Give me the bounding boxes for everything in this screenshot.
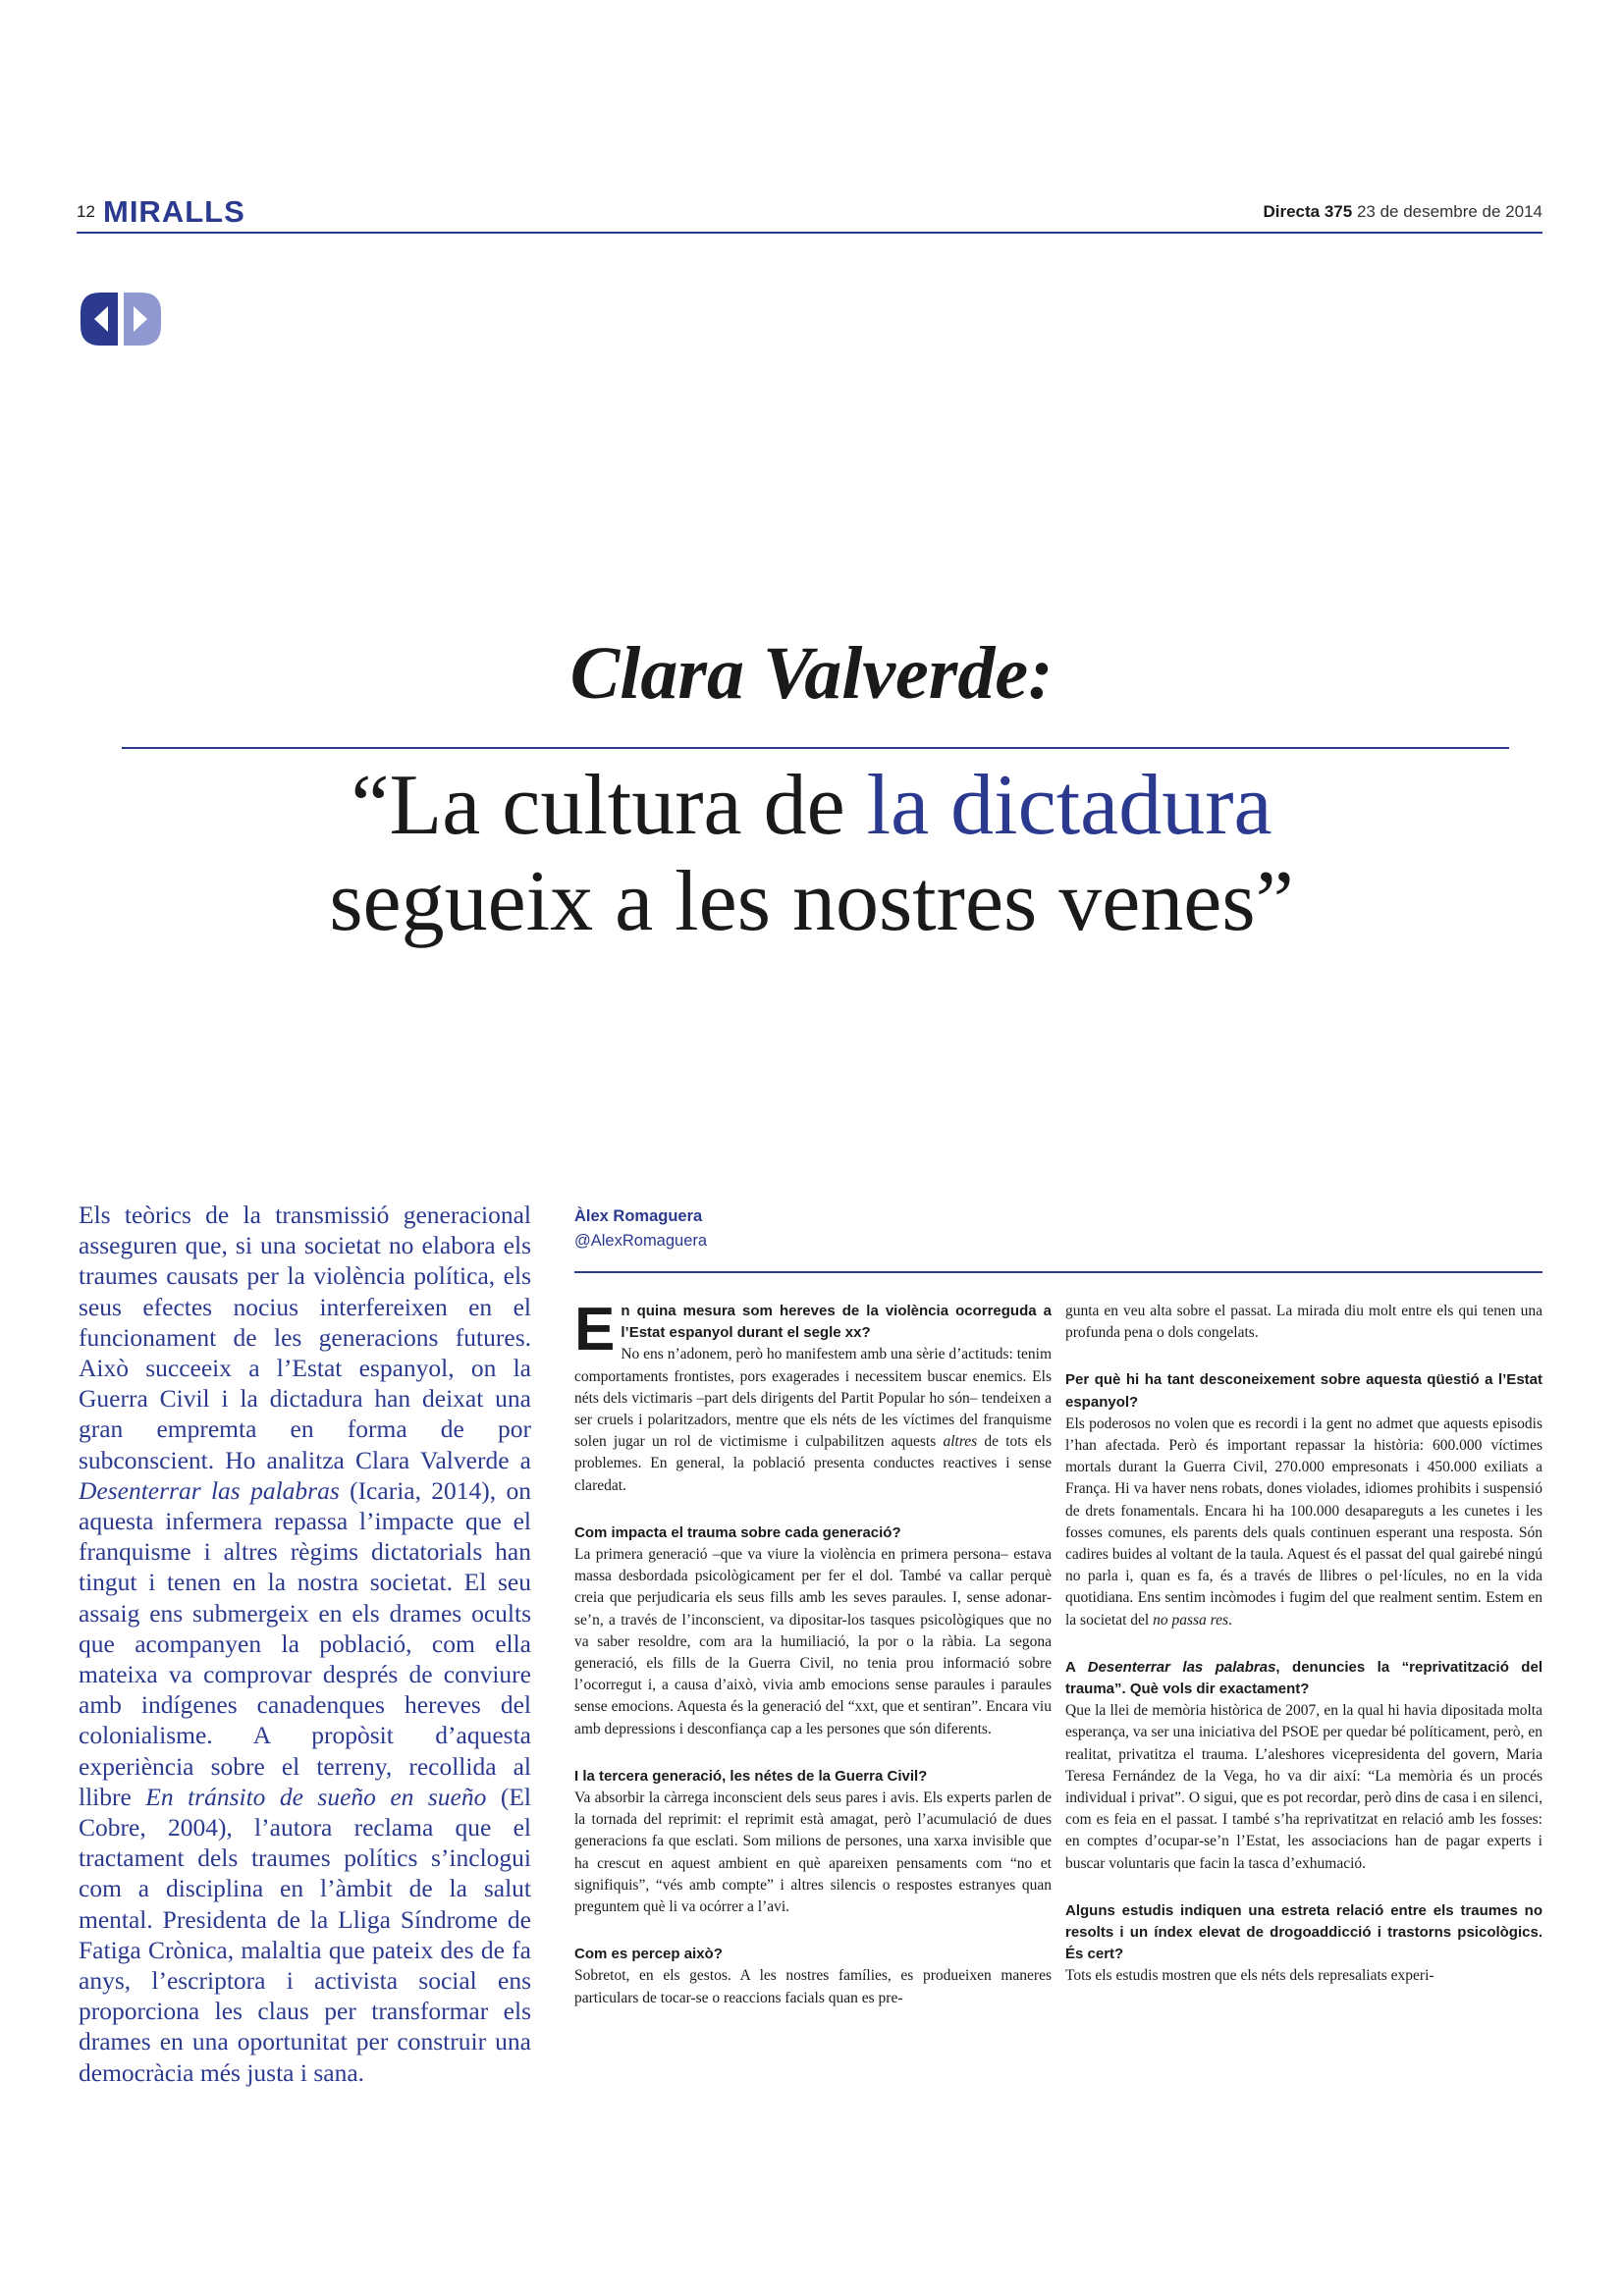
question-6 xyxy=(1065,1657,1542,1700)
header-rule xyxy=(77,232,1542,234)
headline-quote xyxy=(0,758,1623,950)
intro-paragraph xyxy=(79,1200,531,2088)
qa-block-6 xyxy=(1065,1657,1542,1875)
answer-4-start: Sobretot, en els gestos. A les nostres famílies, es produeixen maneres particulars de tocar-se o reaccions facials quan es pre- xyxy=(574,1967,1052,2006)
qa-block-2 xyxy=(574,1522,1052,1740)
answer-3: Va absorbir la càrrega inconscient dels seus pares i avis. Els experts parlen de la tornada del reprimit: el reprimit està amagat, però l’acumulació de dues generacions fa que esclati. Som milions de persones, una xarxa invisible que ha crescut en aquest ambient en què apareixen pensaments com “no et signifiquis”, “vés amb compte” i altres silencis o respostes estranyes quan preguntem què li va ocórrer a l’avi. xyxy=(574,1789,1052,1916)
dropcap: E xyxy=(574,1296,616,1363)
publication-info xyxy=(1263,202,1542,222)
answer-5 xyxy=(1065,1414,1542,1631)
section-name: MIRALLS xyxy=(103,194,245,229)
question-3: I la tercera generació, les nétes de la Guerra Civil? xyxy=(574,1767,928,1785)
publication-name: Directa 375 xyxy=(1263,202,1353,221)
answer-1-italic: altres xyxy=(943,1433,978,1451)
byline-rule xyxy=(574,1271,1542,1273)
question-4: Com es percep això? xyxy=(574,1946,723,1963)
question-2: Com impacta el trauma sobre cada generació? xyxy=(574,1523,901,1541)
page-number: 12 xyxy=(77,202,95,221)
answer-5-text-b: . xyxy=(1228,1611,1232,1629)
answer-1-text-b: de tots els problemes. En general, la població presenta conductes reactives i sense claredat. xyxy=(574,1433,1053,1494)
answer-5-italic: no passa res xyxy=(1153,1611,1229,1629)
interviewee-name: Clara Valverde: xyxy=(569,632,1054,715)
answer-7: Tots els estudis mostren que els néts dels represaliats experi- xyxy=(1065,1967,1434,1985)
qa-block-4-continued xyxy=(1065,1301,1542,1344)
answer-1-text-a: No ens n’adonem, però ho manifestem amb una sèrie d’actituds: tenim comportaments frontistes, pors exagerades i necessitem buscar enemics. Els néts dels victimaris –part dels dirigents del Partit Popular ho són– tendeixen a ser cruels i polaritzadors, mentre que els néts de les víctimes del franquisme solen jugar un rol de victimisme i culpabilitzen aquests xyxy=(574,1346,1052,1451)
answer-5-text-a: Els poderosos no volen que es recordi i la gent no admet que aquests episodis l’han afectada. Però és important repassar la història: 600.000 víctimes mortals durant la Guerra Civil, 270.000 empresonats i 450.000 exiliats a França. Hi va haver nens robats, dones violades, idiomes prohibits i suspensió de drets fonamentals. Encara hi ha 100.000 desapareguts a les cunetes i les fosses comunes, els parents dels quals continuen esperant una resposta. Són cadires buides al voltant de la taula. Aquest és el passat del qual gairebé ningú no parla i, quan es fa, és a través de llibres o pel·lícules, no en la vida quotidiana. Ens sentim incòmodes i fugim del que realment sentim. Estem en la societat del xyxy=(1065,1415,1542,1629)
qa-block-3 xyxy=(574,1766,1052,1918)
question-5: Per què hi ha tant desconeixement sobre aquesta qüestió a l’Estat espanyol? xyxy=(1065,1371,1542,1411)
question-7: Alguns estudis indiquen una estreta relació entre els traumes no resolts i un índex elevat de drogoaddicció i trastorns psicològics. És cert? xyxy=(1065,1901,1542,1963)
question-1: n quina mesura som hereves de la violència ocorreguda a l’Estat espanyol durant el segle xx? xyxy=(621,1303,1052,1342)
answer-4-end: gunta en veu alta sobre el passat. La mirada diu molt entre els qui tenen una profunda pena o dols congelats. xyxy=(1065,1303,1542,1342)
question-6-post: , denuncies la “reprivatització del trauma”. Què vols dir exactament? xyxy=(1065,1658,1542,1698)
page-header xyxy=(77,194,1542,230)
intro-book-1: Desenterrar las palabras xyxy=(79,1475,340,1505)
qa-block-1 xyxy=(574,1296,1053,1497)
intro-text-3: (El Cobre, 2004), l’autora reclama que el tractament dels traumes polítics s’inclogui com a disciplina en l’àmbit de la salut mental. Presidenta de la Lliga Síndrome de Fatiga Crònica, malaltia que pateix des de fa anys, l’escriptora i activista social ens proporciona les claus per transformar els drames en una oportunitat per construir una democràcia més justa i sana. xyxy=(79,1782,531,2087)
question-6-pre: A xyxy=(1065,1658,1088,1676)
article-column-left xyxy=(574,1296,1053,2035)
intro-book-2: En tránsito de sueño en sueño xyxy=(145,1782,487,1811)
quote-line2: segueix a les nostres venes” xyxy=(329,854,1294,949)
qa-block-5 xyxy=(1065,1369,1542,1630)
intro-text-1: Els teòrics de la transmissió generacional asseguren que, si una societat no elabora els traumes causats per la violència política, els seus efectes nocius interfereixen en el funcionament de les generacions futures. Això succeeix a l’Estat espanyol, on la Guerra Civil i la dictadura han deixat una gran empremta en forma de por subconscient. Ho analitza Clara Valverde a xyxy=(79,1201,531,1474)
qa-block-7 xyxy=(1065,1900,1542,1988)
byline-author: Àlex Romaguera xyxy=(574,1207,703,1225)
double-arrow-logo-icon xyxy=(79,291,163,347)
title-rule xyxy=(122,747,1509,749)
answer-6: Que la llei de memòria històrica de 2007, en la qual hi havia dipositada molta esperança, va ser una iniciativa del PSOE per quedar bé políticament, però, en realitat, privatitza el trauma. L’aleshores vicepresidenta del govern, Maria Teresa Fernández de la Vega, ho va dir així: “La memòria és un procés individual i privat”. O sigui, que es pot recordar, però dins de casa i en silenci, com es feia en el passat. I també s’ha reprivatitzat en relació amb les fosses: en comptes d’ocupar-se’n l’Estat, les associacions han de pagar experts i buscar voluntaris que facin la tasca d’exhumació. xyxy=(1065,1702,1542,1872)
intro-text-2: (Icaria, 2014), on aquesta infermera repassa l’impacte que el franquisme i altres règims dictatorials han tingut i tenen en la nostra societat. El seu assaig ens submergeix en els drames ocults que acompanyen la població, com ella mateixa va comprovar després de conviure amb indígenes canadenques hereves del colonialisme. A propòsit d’aquesta experiència sobre el terreny, recollida al llibre xyxy=(79,1475,531,1811)
qa-block-4 xyxy=(574,1944,1052,2009)
publication-date: 23 de desembre de 2014 xyxy=(1356,202,1542,221)
answer-2: La primera generació –que va viure la violència en primera persona– estava massa desbordada psicològicament per fer el dol. També va callar perquè creia que perjudicaria els seus fills amb les seves paraules. I, sense adonar-se’n, a través de l’inconscient, va dipositar-los tasques psicològiques que no va saber resoldre, com ara la humiliació, la por o la ràbia. La segona generació, els fills de la Guerra Civil, no tenia prou informació sobre l’ocorregut i, a causa d’això, vivia amb emocions sense paraules i paraules sense emocions. Aquesta és la generació del “xxt, que et sentiran”. Encara viu amb depressions i desconfiança cap a les persones que són diferents. xyxy=(574,1546,1052,1737)
quote-highlight: la dictadura xyxy=(866,758,1272,853)
byline-handle: @AlexRomaguera xyxy=(574,1232,708,1250)
quote-part1: “La cultura de xyxy=(351,758,867,853)
answer-1 xyxy=(574,1344,1052,1496)
question-6-italic: Desenterrar las palabras xyxy=(1087,1658,1276,1676)
article-column-right xyxy=(1065,1301,1542,2013)
